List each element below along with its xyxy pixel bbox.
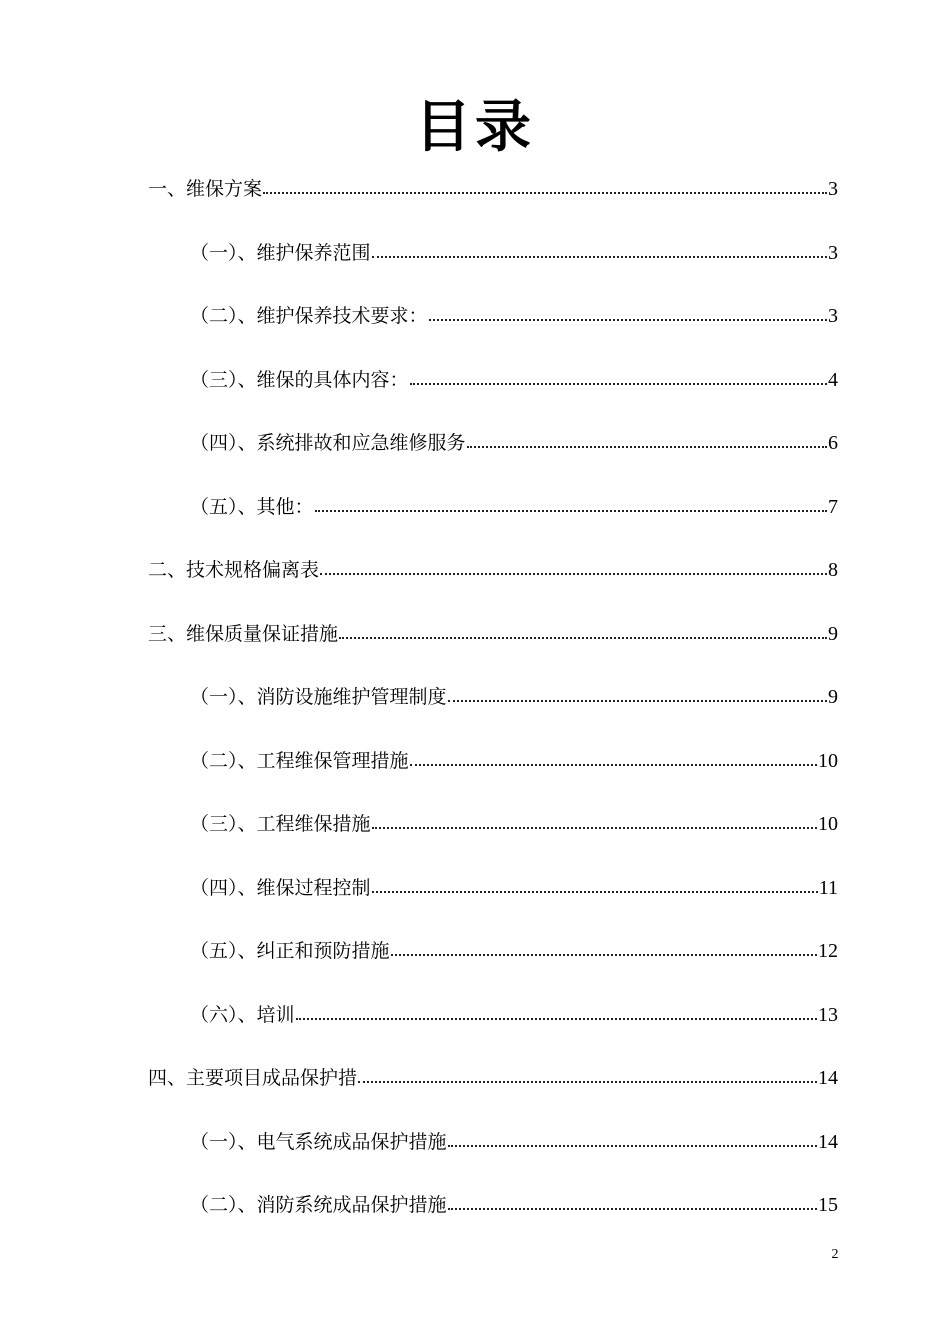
toc-entry-text: 三、维保质量保证措施 (148, 622, 339, 645)
toc-entry[interactable] (190, 428, 838, 458)
toc-entry-page: 12 (818, 940, 838, 962)
toc-entry-page: 9 (828, 622, 838, 645)
toc-dot-leader (448, 700, 827, 702)
toc-entry[interactable] (190, 809, 838, 839)
toc-entry-text: （一）、电气系统成品保护措施 (190, 1130, 447, 1153)
toc-dot-leader (263, 192, 827, 194)
toc-dot-leader (372, 827, 817, 829)
toc-dot-leader (358, 1081, 817, 1083)
toc-entry-page: 10 (818, 749, 838, 772)
toc-dot-leader (429, 319, 827, 321)
toc-dot-leader (296, 1018, 817, 1020)
toc-entry-text: （一）、维护保养范围 (190, 241, 371, 264)
toc-dot-leader (467, 446, 827, 448)
toc-dot-leader (410, 383, 827, 385)
toc-entry[interactable] (148, 1063, 838, 1093)
page-number: 2 (831, 1247, 839, 1262)
toc-entry-page: 8 (828, 559, 838, 581)
toc-entry-page: 13 (818, 1003, 838, 1026)
toc-entry-page: 10 (818, 813, 838, 835)
toc-entry-page: 14 (818, 1130, 838, 1153)
toc-dot-leader (372, 891, 818, 893)
toc-entry-text: （三）、维保的具体内容： (190, 368, 409, 391)
toc-entry-page: 6 (828, 432, 838, 454)
toc-entry-text: （三）、工程维保措施 (190, 813, 371, 835)
toc-entry-text: 四、主要项目成品保护措 (148, 1067, 358, 1089)
toc-entry-page: 15 (818, 1194, 838, 1216)
toc-entry[interactable] (190, 682, 838, 712)
toc-entry-page: 7 (828, 495, 838, 518)
toc-entry[interactable] (190, 492, 838, 522)
toc-entry[interactable] (190, 1127, 838, 1157)
toc-dot-leader (372, 256, 827, 258)
toc-entry[interactable] (190, 301, 838, 331)
toc-entry-text: （二）、维护保养技术要求： (190, 305, 428, 327)
toc-entry-text: （四）、维保过程控制 (190, 876, 371, 899)
toc-entry-text: （六）、培训 (190, 1003, 295, 1026)
toc-entry[interactable] (190, 746, 838, 776)
toc-entry-page: 3 (828, 241, 838, 264)
toc-entry[interactable] (190, 1190, 838, 1220)
toc-dot-leader (410, 764, 817, 766)
toc-entry[interactable] (190, 873, 838, 903)
toc-dot-leader (448, 1145, 817, 1147)
toc-entry-text: 二、技术规格偏离表 (148, 559, 320, 581)
toc-entry-text: （四）、系统排故和应急维修服务 (190, 432, 466, 454)
toc-dot-leader (391, 954, 817, 956)
toc-entry-text: 一、维保方案 (148, 178, 263, 200)
toc-entry-text: （五）、纠正和预防措施 (190, 940, 390, 962)
toc-entry[interactable] (190, 238, 838, 268)
toc-dot-leader (315, 510, 827, 512)
toc-entry[interactable] (148, 619, 838, 649)
toc-dot-leader (339, 637, 827, 639)
toc-entry[interactable] (148, 174, 838, 204)
toc-entry[interactable] (190, 1000, 838, 1030)
toc-entry-page: 3 (828, 178, 838, 200)
toc-entry[interactable] (190, 936, 838, 966)
toc-dot-leader (320, 573, 827, 575)
toc-entry-text: （二）、消防系统成品保护措施 (190, 1194, 447, 1216)
toc-entry-text: （五）、其他： (190, 495, 314, 518)
toc-entry-page: 11 (818, 876, 838, 899)
toc-entry[interactable] (190, 365, 838, 395)
toc-entry-page: 14 (818, 1067, 838, 1089)
toc-entry[interactable] (148, 555, 838, 585)
toc-dot-leader (448, 1208, 817, 1210)
toc-entry-text: （一）、消防设施维护管理制度 (190, 686, 447, 708)
toc-entry-page: 4 (828, 368, 838, 391)
toc-entry-page: 9 (828, 686, 838, 708)
toc-entry-text: （二）、工程维保管理措施 (190, 749, 409, 772)
toc-title: 目录 (415, 95, 535, 160)
toc-entry-page: 3 (828, 305, 838, 327)
